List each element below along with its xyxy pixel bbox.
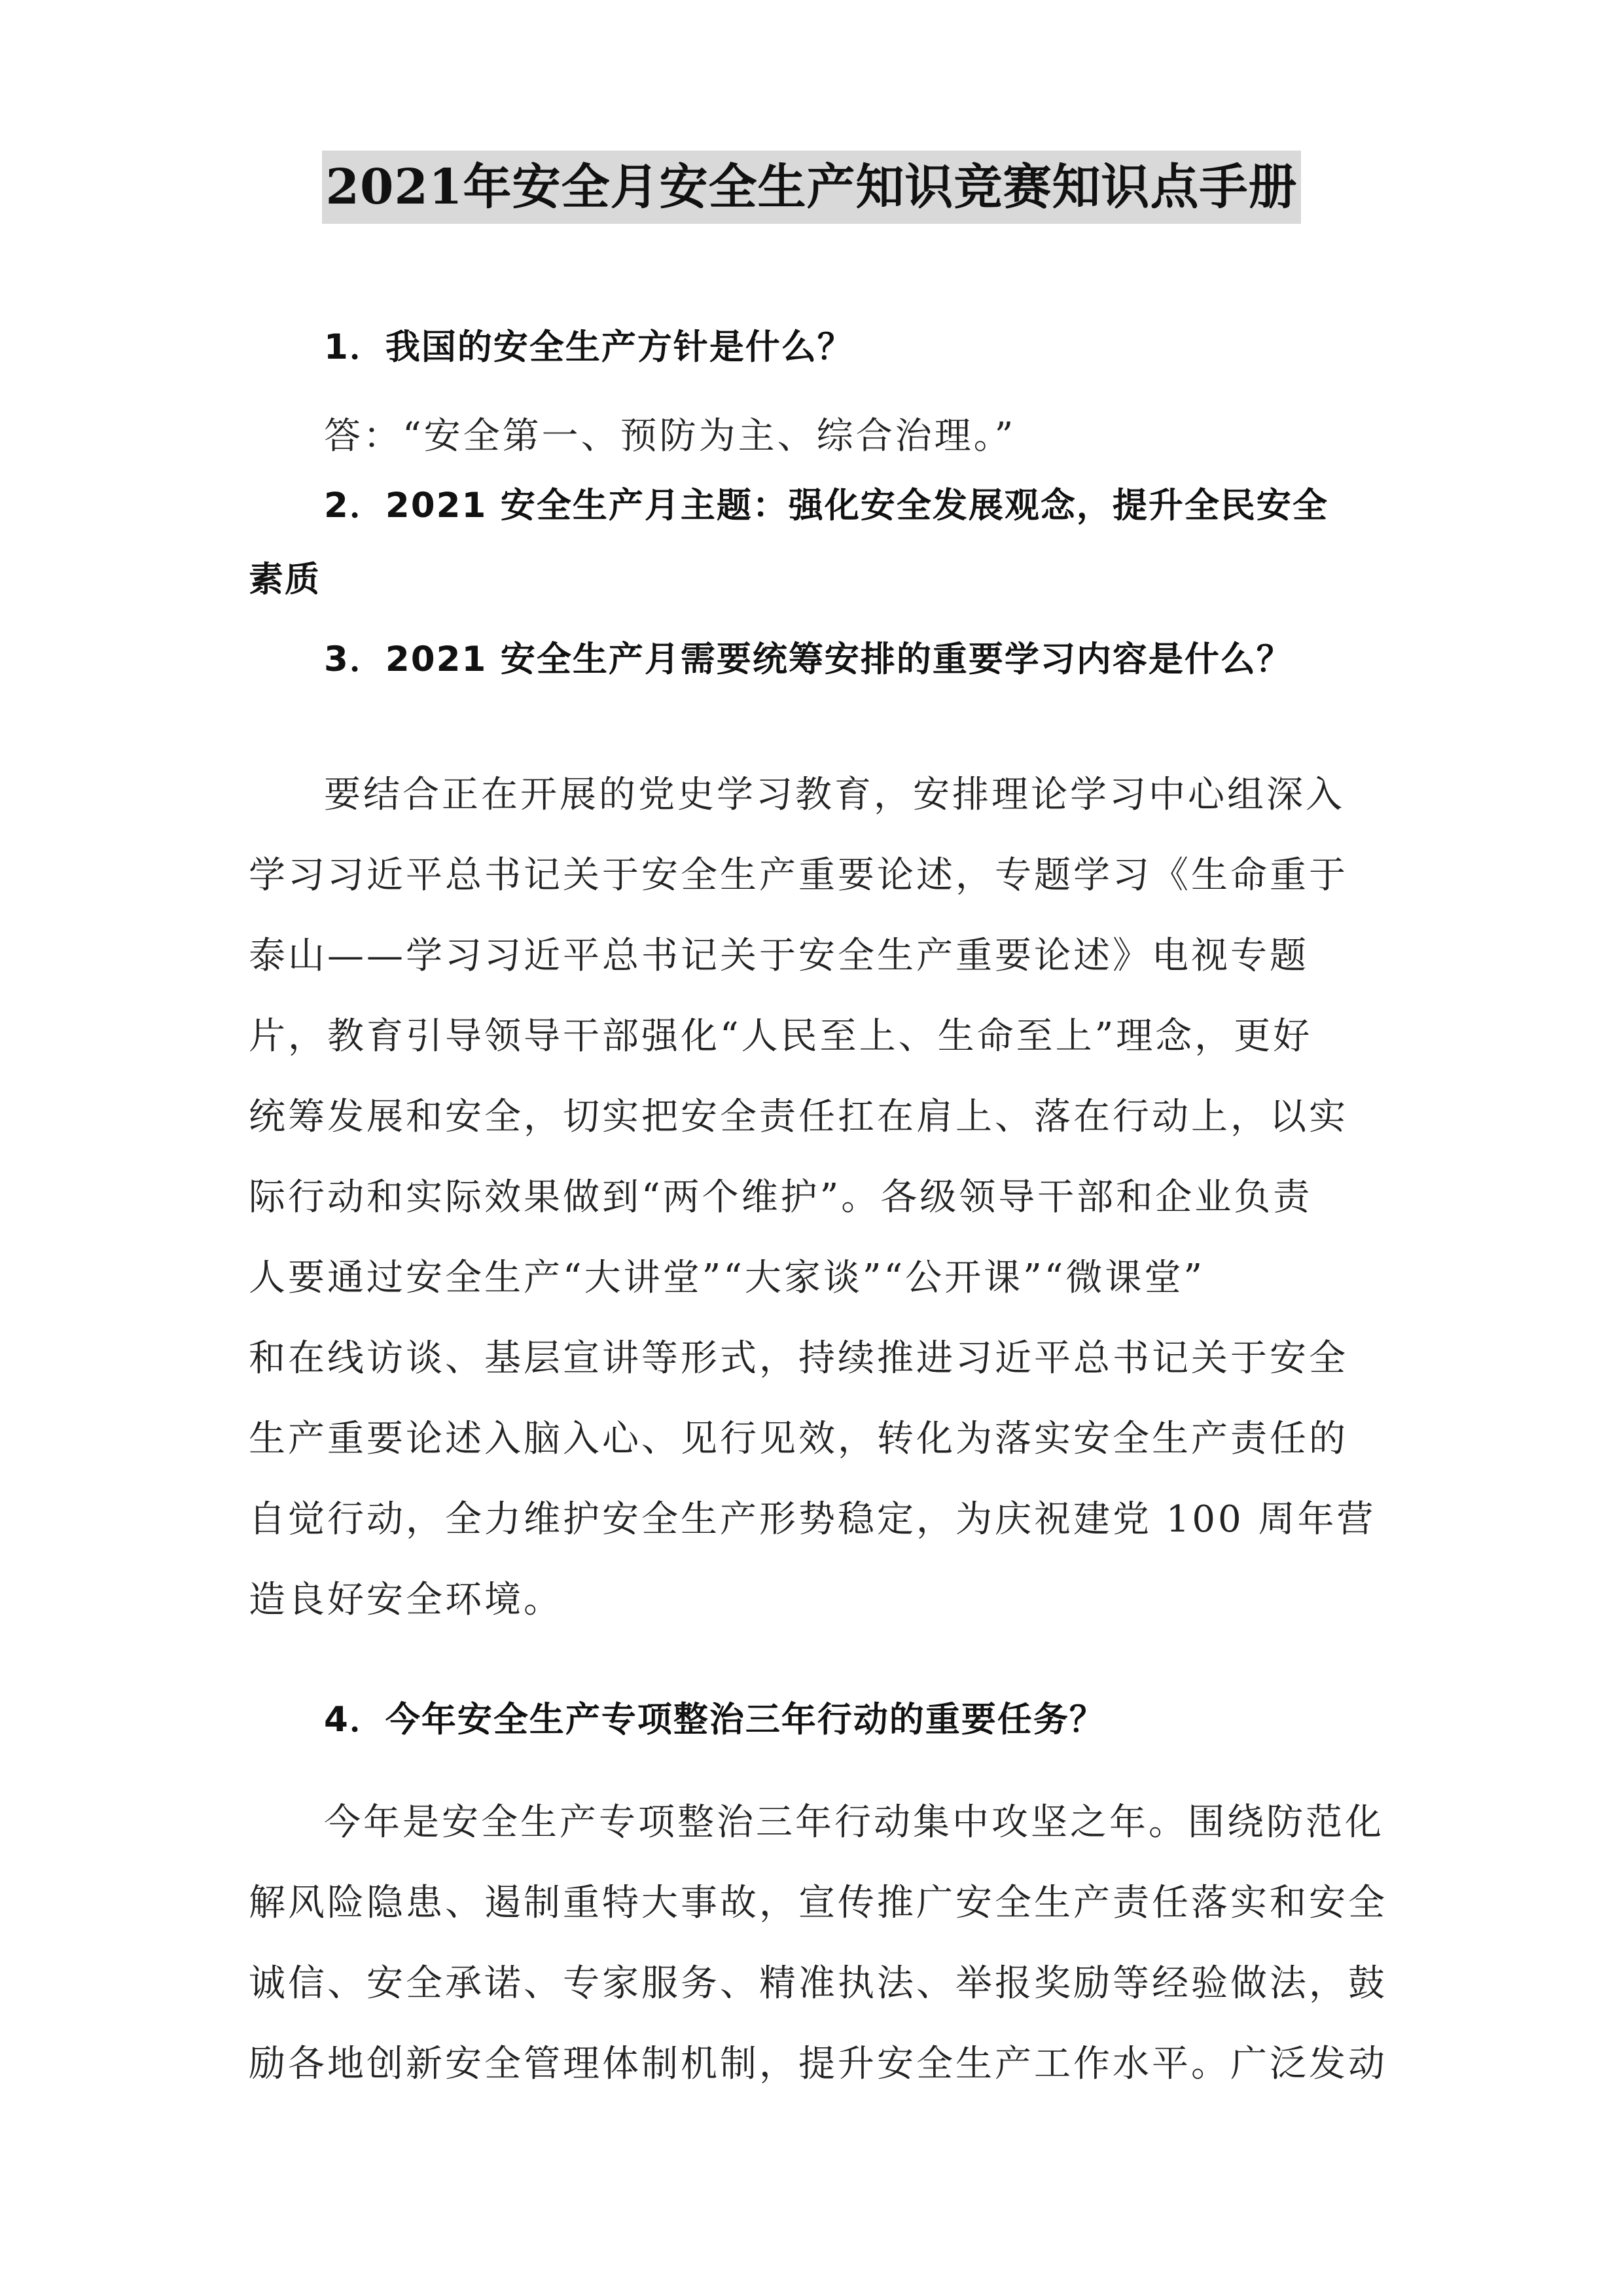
question-4: 4．今年安全生产专项整治三年行动的重要任务？ (324, 1700, 1105, 1740)
paragraph-3-line: 际行动和实际效果做到“两个维护”。各级领导干部和企业负责 (249, 1176, 1313, 1219)
paragraph-4-line: 今年是安全生产专项整治三年行动集中攻坚之年。围绕防范化 (324, 1801, 1384, 1844)
paragraph-3-line: 人要通过安全生产“大讲堂”“大家谈”“公开课”“微课堂” (249, 1257, 1205, 1299)
paragraph-3-line: 要结合正在开展的党史学习教育，安排理论学习中心组深入 (324, 774, 1345, 816)
paragraph-3-line: 和在线访谈、基层宣讲等形式，持续推进习近平总书记关于安全 (249, 1337, 1348, 1380)
paragraph-3-line: 生产重要论述入脑入心、见行见效，转化为落实安全生产责任的 (249, 1418, 1348, 1460)
paragraph-3-line: 学习习近平总书记关于安全生产重要论述，专题学习《生命重于 (249, 854, 1348, 897)
paragraph-4-line: 解风险隐患、遏制重特大事故，宣传推广安全生产责任落实和安全 (249, 1882, 1387, 1924)
paragraph-4-line: 诚信、安全承诺、专家服务、精准执法、举报奖励等经验做法，鼓 (249, 1962, 1387, 2005)
paragraph-4-line: 励各地创新安全管理体制机制，提升安全生产工作水平。广泛发动 (249, 2043, 1387, 2085)
answer-1: 答：“安全第一、预防为主、综合治理。” (324, 415, 1016, 457)
title-container (0, 151, 1623, 224)
paragraph-3-line: 造良好安全环境。 (249, 1579, 563, 1621)
question-1: 1．我国的安全生产方针是什么？ (324, 327, 853, 367)
paragraph-3-line: 统筹发展和安全，切实把安全责任扛在肩上、落在行动上，以实 (249, 1096, 1348, 1138)
paragraph-3-line: 自觉行动，全力维护安全生产形势稳定，为庆祝建党 100 周年营 (249, 1498, 1376, 1541)
paragraph-3-line: 泰山——学习习近平总书记关于安全生产重要论述》电视专题 (249, 935, 1309, 977)
question-2-line-1: 2．2021 安全生产月主题：强化安全发展观念，提升全民安全 (324, 486, 1329, 526)
question-3: 3．2021 安全生产月需要统筹安排的重要学习内容是什么？ (324, 639, 1293, 679)
document-title: 2021年安全月安全生产知识竞赛知识点手册 (322, 151, 1302, 224)
question-2-line-2: 素质 (249, 560, 321, 600)
paragraph-3-line: 片，教育引导领导干部强化“人民至上、生命至上”理念，更好 (249, 1015, 1313, 1058)
